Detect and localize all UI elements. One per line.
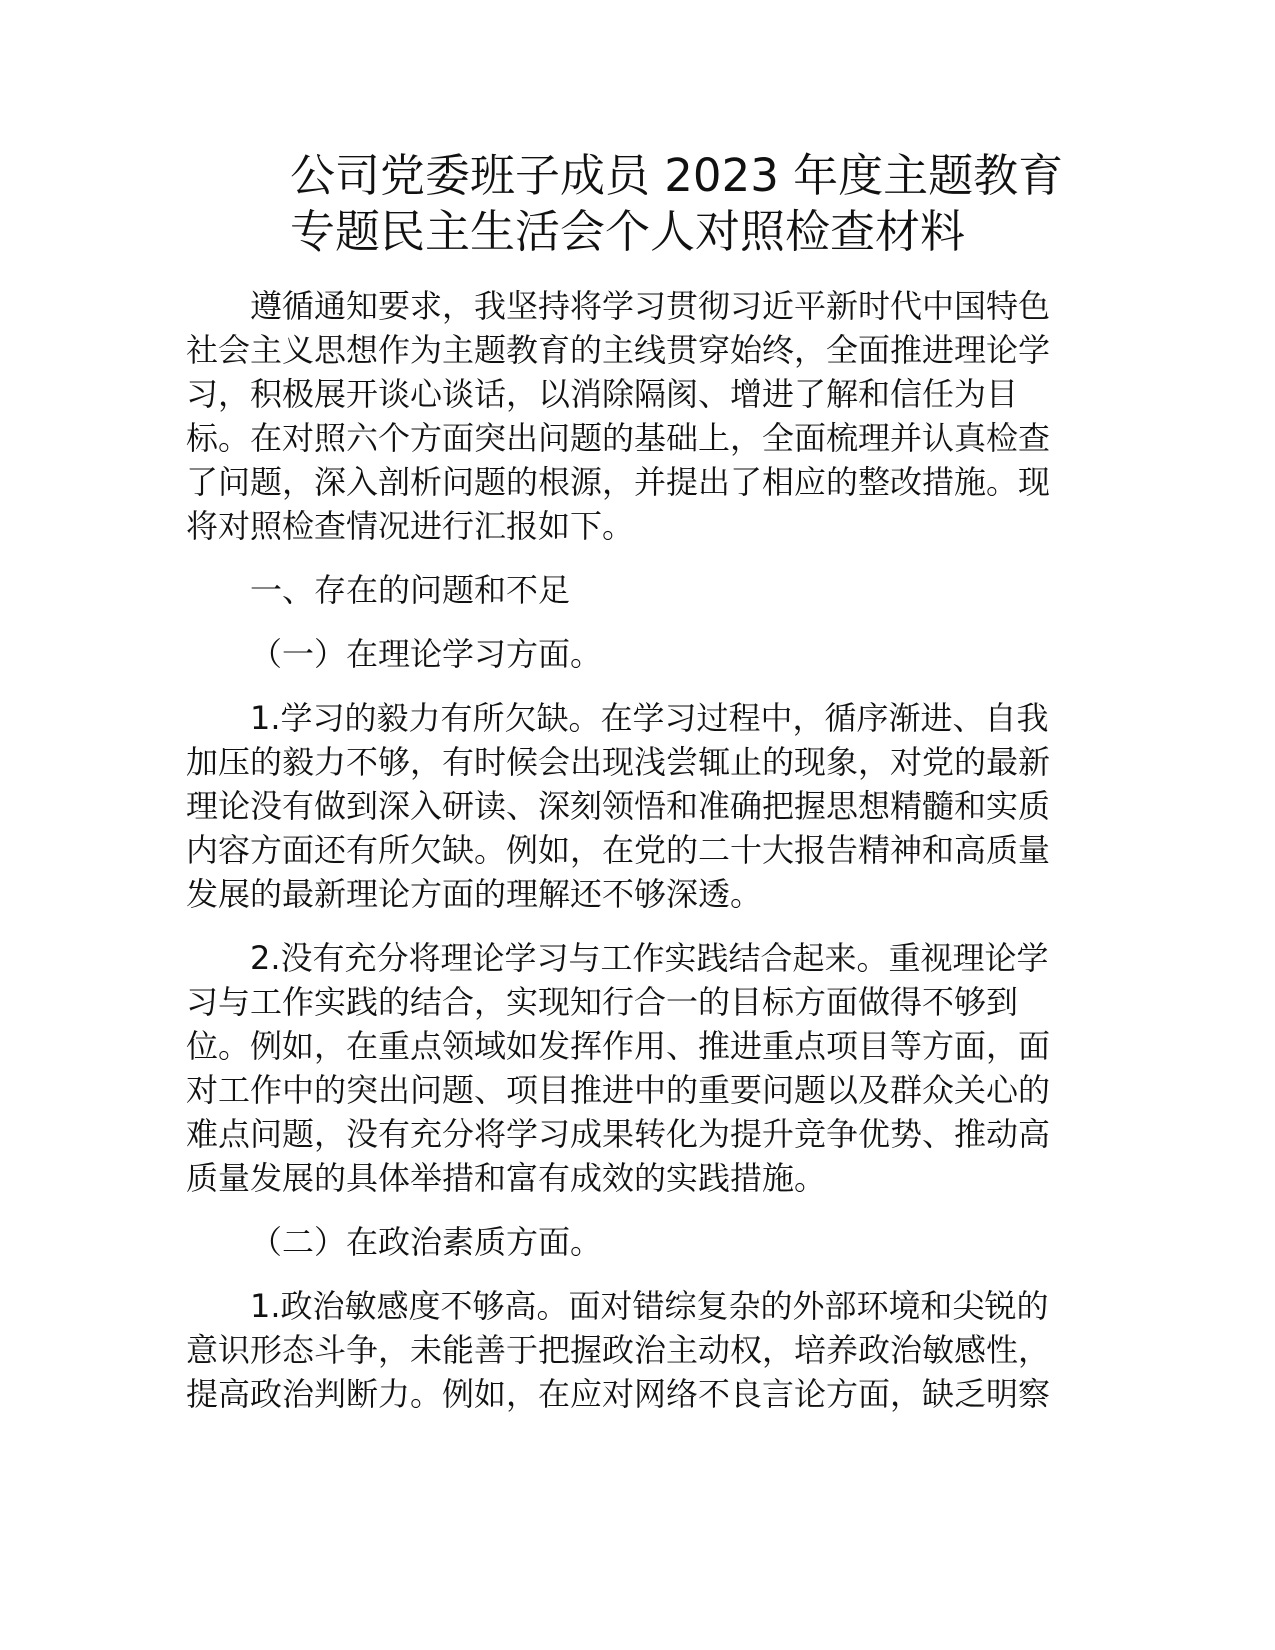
item-paragraph	[186, 696, 1086, 916]
text-line: 提高政治判断力。例如，在应对网络不良言论方面，缺乏明察	[186, 1375, 1051, 1413]
text-line: 1.政治敏感度不够高。面对错综复杂的外部环境和尖锐的	[250, 1287, 1049, 1325]
text-line: 发展的最新理论方面的理解还不够深透。	[186, 875, 763, 913]
text-line: 习与工作实践的结合，实现知行合一的目标方面做得不够到	[186, 983, 1019, 1021]
text-line: 意识形态斗争，未能善于把握政治主动权，培养政治敏感性，	[186, 1331, 1051, 1369]
text-line: 理论没有做到深入研读、深刻领悟和准确把握思想精髓和实质	[186, 787, 1051, 825]
item-paragraph	[186, 936, 1086, 1200]
item-paragraph	[186, 1284, 1086, 1416]
document-body	[186, 284, 1086, 1436]
text-line: 习，积极展开谈心谈话，以消除隔阂、增进了解和信任为目	[186, 375, 1019, 413]
text-line: 质量发展的具体举措和富有成效的实践措施。	[186, 1159, 827, 1197]
text-line: 1.学习的毅力有所欠缺。在学习过程中，循序渐进、自我	[250, 699, 1049, 737]
intro-paragraph	[186, 284, 1086, 548]
title-line: 公司党委班子成员 2023 年度主题教育	[290, 149, 1064, 202]
subsection-heading: （一）在理论学习方面。	[250, 635, 603, 673]
text-line: 2.没有充分将理论学习与工作实践结合起来。重视理论学	[250, 939, 1049, 977]
text-line: 将对照检查情况进行汇报如下。	[186, 507, 635, 545]
text-line: 标。在对照六个方面突出问题的基础上，全面梳理并认真检查	[186, 419, 1051, 457]
document-title	[290, 148, 1090, 260]
text-line: 对工作中的突出问题、项目推进中的重要问题以及群众关心的	[186, 1071, 1051, 1109]
text-line: 难点问题，没有充分将学习成果转化为提升竞争优势、推动高	[186, 1115, 1051, 1153]
text-line: 遵循通知要求，我坚持将学习贯彻习近平新时代中国特色	[250, 287, 1051, 325]
text-line: 了问题，深入剖析问题的根源，并提出了相应的整改措施。现	[186, 463, 1051, 501]
title-line: 专题民主生活会个人对照检查材料	[290, 205, 966, 258]
section-heading: 一、存在的问题和不足	[250, 571, 571, 609]
text-line: 内容方面还有所欠缺。例如，在党的二十大报告精神和高质量	[186, 831, 1051, 869]
text-line: 加压的毅力不够，有时候会出现浅尝辄止的现象，对党的最新	[186, 743, 1051, 781]
text-line: 社会主义思想作为主题教育的主线贯穿始终，全面推进理论学	[186, 331, 1051, 369]
text-line: 位。例如，在重点领域如发挥作用、推进重点项目等方面，面	[186, 1027, 1051, 1065]
subsection-heading: （二）在政治素质方面。	[250, 1223, 603, 1261]
